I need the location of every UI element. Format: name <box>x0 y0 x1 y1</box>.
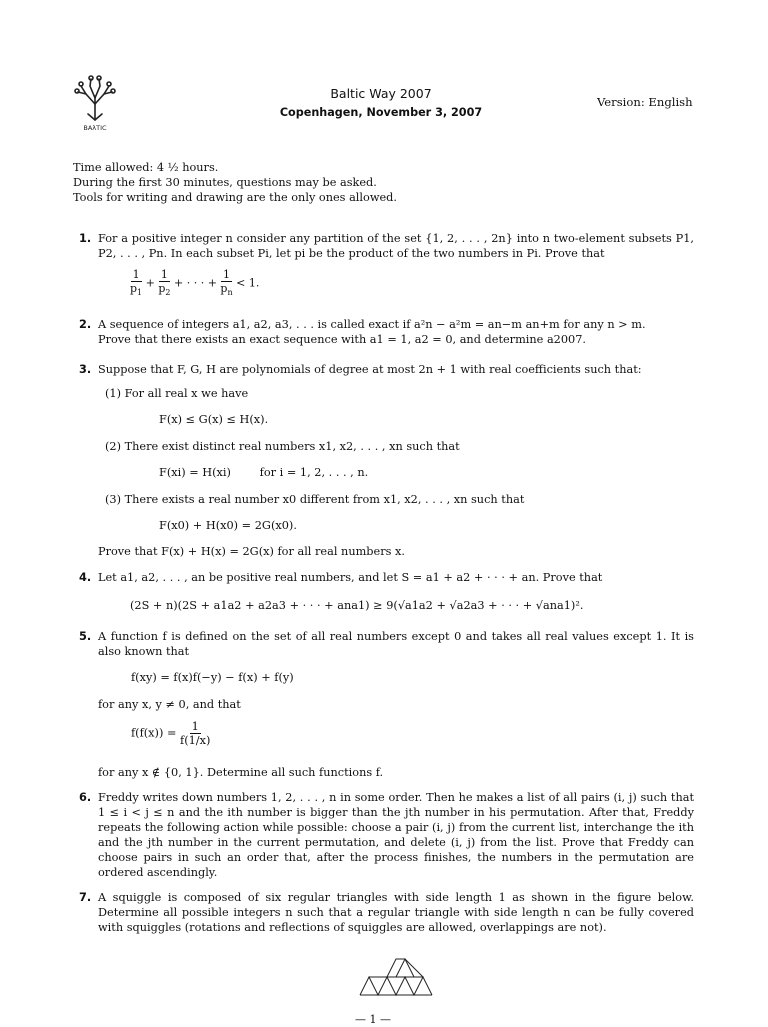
problem-text-2: Prove that there exists an exact sequence with a1 = 1, a2 = 0, and determine a2007. <box>98 333 587 346</box>
problem-text: A sequence of integers a1, a2, a3, . . . is called exact if a²n − a²m = an−m an+m for any n > m. <box>98 318 646 331</box>
condition-3: (3) There exists a real number x0 different from x1, x2, . . . , xn such that <box>105 493 525 506</box>
problem-text: For a positive integer n consider any partition of the set {1, 2, . . . , 2n} into n two-element subsets P1, P2, . . . , Pn. In each subset Pi, let pi be the product of the two numbers in Pi. Prove that <box>98 232 694 260</box>
problem-5-conclusion: for any x ∉ {0, 1}. Determine all such functions f. <box>98 766 384 779</box>
problem-1 <box>79 231 694 261</box>
document-subtitle: Copenhagen, November 3, 2007 <box>279 106 483 119</box>
problem-5-formula-2: f(f(x)) = $\frac{1}{f(1/x)}$ <box>131 720 211 747</box>
page-number: — 1 — <box>355 1013 391 1026</box>
problem-number: 2. <box>79 318 92 331</box>
intro-line-questions: During the first 30 minutes, questions may be asked. <box>73 176 377 189</box>
condition-2-formula: F(xi) = H(xi) for i = 1, 2, . . . , n. <box>159 466 369 479</box>
problem-number: 6. <box>79 791 92 804</box>
condition-1: (1) For all real x we have <box>105 387 249 400</box>
condition-1-formula: F(x) ≤ G(x) ≤ H(x). <box>159 413 269 426</box>
squiggle-figure <box>356 952 436 998</box>
problem-6 <box>79 790 694 880</box>
problem-number: 4. <box>79 571 92 584</box>
problem-5-text-2: for any x, y ≠ 0, and that <box>98 698 241 711</box>
problem-number: 1. <box>79 232 92 245</box>
problem-number: 7. <box>79 891 92 904</box>
problem-number: 3. <box>79 363 92 376</box>
intro-block <box>73 160 397 205</box>
problem-7 <box>79 890 694 935</box>
condition-2: (2) There exist distinct real numbers x1, x2, . . . , xn such that <box>105 440 460 453</box>
problem-2 <box>79 317 694 347</box>
problem-4-formula: (2S + n)(2S + a1a2 + a2a3 + · · · + ana1) ≥ 9(√a1a2 + √a2a3 + · · · + √ana1)². <box>130 599 584 612</box>
document-title: Baltic Way 2007 <box>330 86 432 101</box>
baltic-way-tree-logo <box>72 74 118 132</box>
problem-text: Freddy writes down numbers 1, 2, . . . , n in some order. Then he makes a list of all pairs (i, j) such that 1 ≤ i < j ≤ n and the ith number is bigger than the jth number in his permutation. After that, Freddy repeats the following action while possible: choose a pair (i, j) from the current list, interchange the ith and the jth number in the current permutation, and delete (i, j) from the list. Prove that Freddy can choose pairs in such an order that, after the process finishes, the numbers in the permutation are ordered ascendingly. <box>98 791 694 879</box>
intro-line-tools: Tools for writing and drawing are the only ones allowed. <box>73 191 398 204</box>
problem-3-conclusion: Prove that F(x) + H(x) = 2G(x) for all real numbers x. <box>98 545 405 558</box>
problem-3 <box>79 362 694 377</box>
intro-line-time: Time allowed: 4 ½ hours. <box>73 161 219 174</box>
version-label: Version: English <box>597 95 693 109</box>
problem-5-formula-1: f(xy) = f(x)f(−y) − f(x) + f(y) <box>131 671 294 684</box>
problem-4 <box>79 570 694 585</box>
problem-text: A function f is defined on the set of all real numbers except 0 and takes all real values except 1. It is also known that <box>98 630 694 658</box>
problem-text: Let a1, a2, . . . , an be positive real numbers, and let S = a1 + a2 + · · · + an. Prove that <box>98 571 603 584</box>
condition-3-formula: F(x0) + H(x0) = 2G(x0). <box>159 519 297 532</box>
problem-1-formula: $\frac{1}{p_1}$ + $\frac{1}{p_2}$ + · · · + $\frac{1}{p_n}$ < 1. <box>130 268 260 297</box>
svg-text:BAλTIC: BAλTIC <box>83 124 107 132</box>
problem-5 <box>79 629 694 659</box>
problem-text: Suppose that F, G, H are polynomials of degree at most 2n + 1 with real coefficients such that: <box>98 363 642 376</box>
problem-text: A squiggle is composed of six regular triangles with side length 1 as shown in the figure below. Determine all possible integers n such that a regular triangle with side length n can be fully covered with squiggles (rotations and reflections of squiggles are allowed, overlappings are not). <box>98 891 694 934</box>
problem-number: 5. <box>79 630 92 643</box>
